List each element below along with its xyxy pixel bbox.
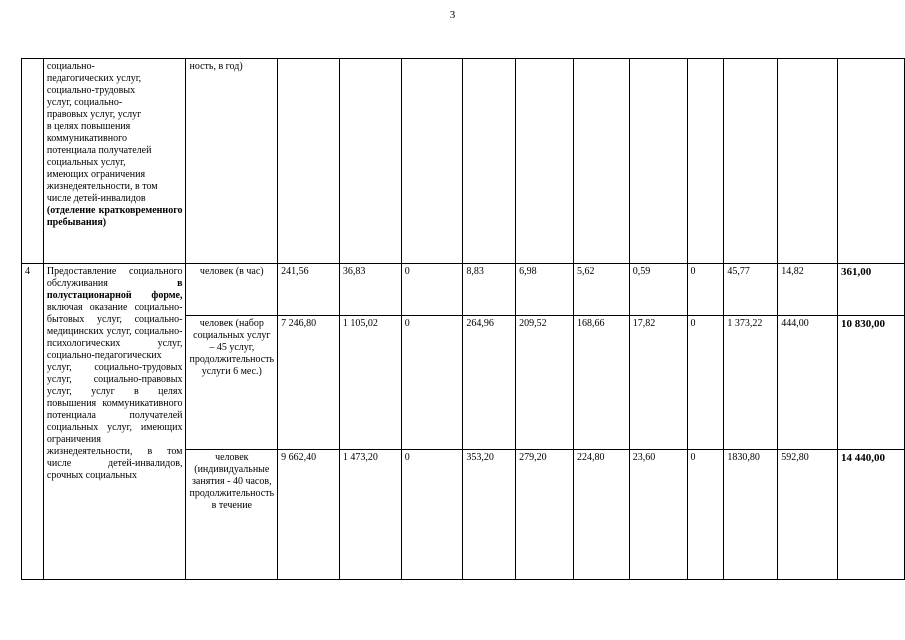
total-cell: [838, 59, 905, 264]
value-cell: 241,56: [278, 264, 340, 316]
value-cell: 17,82: [629, 316, 687, 450]
total-cell: 361,00: [838, 264, 905, 316]
department-name: (отделение кратковременного пребывания): [46, 205, 183, 228]
value-cell: 0: [401, 450, 463, 580]
value-cell: [339, 59, 401, 264]
value-cell: 168,66: [573, 316, 629, 450]
value-cell: 0,59: [629, 264, 687, 316]
description-line: правовых услуг, услуг: [46, 109, 142, 120]
value-cell: 36,83: [339, 264, 401, 316]
service-description-cell: [43, 59, 186, 264]
total-cell: 10 830,00: [838, 316, 905, 450]
value-cell: 353,20: [463, 450, 516, 580]
row-number-cell: [22, 59, 44, 264]
row-number-cell: 4: [22, 264, 44, 580]
value-cell: 0: [401, 316, 463, 450]
value-cell: [516, 59, 574, 264]
value-cell: 0: [401, 264, 463, 316]
table-row: [22, 264, 905, 316]
service-description-cell: [43, 264, 186, 580]
value-cell: 0: [687, 264, 724, 316]
value-cell: 1830,80: [724, 450, 778, 580]
description-line: социально-трудовых: [46, 85, 136, 96]
value-cell: 7 246,80: [278, 316, 340, 450]
value-cell: 14,82: [778, 264, 838, 316]
value-cell: [687, 59, 724, 264]
value-cell: 9 662,40: [278, 450, 340, 580]
services-table: [21, 58, 905, 580]
description-line: в целях повышения: [46, 121, 131, 132]
description-line: жизнедеятельности, в том: [46, 181, 158, 192]
description-line: социальных услуг,: [46, 157, 126, 168]
value-cell: [463, 59, 516, 264]
value-cell: [629, 59, 687, 264]
description-line: социально-: [46, 61, 95, 72]
value-cell: 224,80: [573, 450, 629, 580]
value-cell: 444,00: [778, 316, 838, 450]
value-cell: 1 105,02: [339, 316, 401, 450]
value-cell: [278, 59, 340, 264]
description-line: потенциала получателей: [46, 145, 152, 156]
description-text: включая оказание социально-бытовых услуг, социально-медицинских услуг, социально-психологических услуг, социально-педагогических услуг, социально-трудовых услуг, социально-правовых услуг, услуг в целях повышения коммуникативного потенциала получателей социальных услуг, имеющих ограничения жизнедеятельности, в том числе детей-инвалидов, срочных социальных: [46, 302, 183, 481]
unit-cell: ность, в год): [186, 59, 278, 264]
value-cell: 264,96: [463, 316, 516, 450]
value-cell: 279,20: [516, 450, 574, 580]
description-line: услуг, социально-: [46, 97, 123, 108]
value-cell: 0: [687, 450, 724, 580]
value-cell: 6,98: [516, 264, 574, 316]
value-cell: 592,80: [778, 450, 838, 580]
page-number: 3: [449, 9, 456, 21]
value-cell: [778, 59, 838, 264]
value-cell: 209,52: [516, 316, 574, 450]
description-bold-text: в полустационарной форме,: [46, 278, 183, 301]
value-cell: 8,83: [463, 264, 516, 316]
unit-cell: человек (индивидуальные занятия - 40 часов, продолжительность в течение: [186, 450, 278, 580]
description-line: числе детей-инвалидов: [46, 193, 146, 204]
value-cell: [724, 59, 778, 264]
total-cell: 14 440,00: [838, 450, 905, 580]
value-cell: 23,60: [629, 450, 687, 580]
unit-cell: человек (набор социальных услуг – 45 услуг, продолжительность услуги 6 мес.): [186, 316, 278, 450]
description-text: Предоставление социального обслуживания: [46, 266, 183, 289]
value-cell: 5,62: [573, 264, 629, 316]
value-cell: 1 373,22: [724, 316, 778, 450]
value-cell: [573, 59, 629, 264]
value-cell: [401, 59, 463, 264]
table-row-continued: [22, 59, 905, 264]
value-cell: 0: [687, 316, 724, 450]
unit-cell: человек (в час): [186, 264, 278, 316]
description-line: коммуникативного: [46, 133, 127, 144]
description-line: имеющих ограничения: [46, 169, 146, 180]
value-cell: 45,77: [724, 264, 778, 316]
description-line: педагогических услуг,: [46, 73, 142, 84]
value-cell: 1 473,20: [339, 450, 401, 580]
